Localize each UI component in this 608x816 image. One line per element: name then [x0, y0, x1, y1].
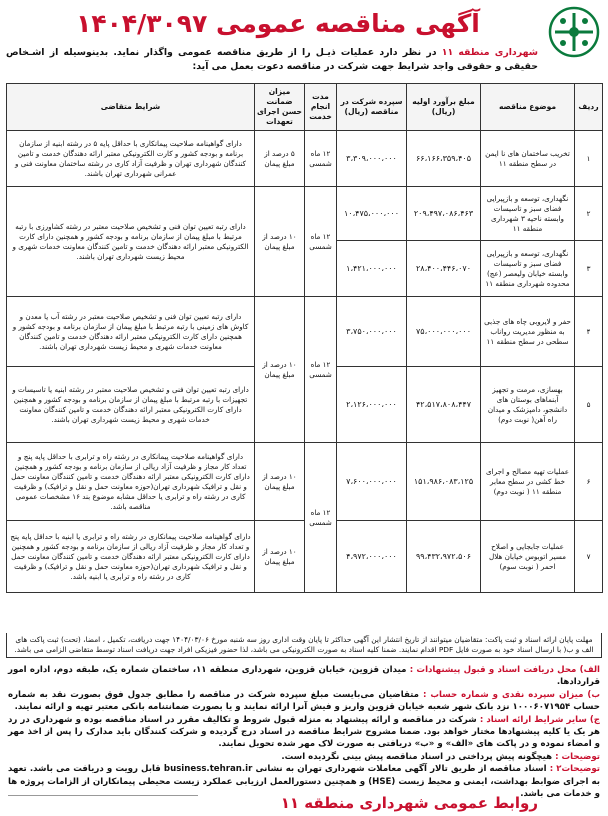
estimate-amount: ۹۹،۴۳۲،۹۷۲،۵۰۶	[407, 521, 481, 593]
estimate-amount: ۱۵۱،۹۸۶،۰۸۳،۱۲۵	[407, 443, 481, 521]
applicant-conditions: دارای گواهینامه صلاحیت پیمانکاری در رشته راه و ترابری یا ابنیه با حداقل پایه پنج و تعداد کار مجاز و ظرفیت آزاد ریالی از سازمان برنامه و بودجه کشور و همچنین دارای کارت الکترونیکی معتبر ارائه دهندگان خدمت و تامین کنندگان معاونت حمل و نقل و ترافیک شهرداری تهران(حوزه معاونت حمل و نقل و ترافیک) و ظرفیت کاری در رشته راه و ترابری یا ابنیه باشد.	[7, 521, 255, 593]
intro-paragraph	[6, 46, 538, 74]
applicant-conditions: دارای رتبه تعیین توان فنی و تشخیص صلاحیت معتبر در رشته ابنیه یا تاسیسات و تجهیزات با رتبه مرتبط با مبلغ پیمان از سازمان برنامه و بودجه کشور و همچنین دارای کارت الکترونیکی معتبر ارائه دهندگان خدمت و تامین کنندگان معاونت خدمات شهری و محیط زیست شهرداری تهران باشند.	[7, 367, 255, 443]
header-duration: مدت انجام خدمت	[305, 84, 337, 131]
estimate-amount: ۶۶،۱۶۶،۳۵۹،۴۰۵	[407, 131, 481, 187]
table-header-row	[7, 84, 603, 131]
estimate-amount: ۷۵،۰۰۰،۰۰۰،۰۰۰	[407, 297, 481, 367]
note-text: میدان قزوین، خیابان قزوین، شهرداری منطقه ۱۱، ساختمان شماره یک، طبقه دوم، اداره امور قراردادها.	[8, 665, 600, 688]
applicant-conditions: دارای رتبه تعیین توان فنی و تشخیص صلاحیت معتبر در رشته آب یا معدن و کاوش های زمینی با رتبه مرتبط با مبلغ پیمان از سازمان برنامه و بودجه کشور و همچنین دارای کارت الکترونیکی معتبر ارائه دهندگان خدمت و تامین کنندگان معاونت خدمات شهری و محیط زیست شهرداری تهران باشند.	[7, 297, 255, 367]
note-label: ب) میزان سپرده نقدی و شماره حساب :	[422, 689, 600, 700]
note-label: الف) محل دریافت اسناد و قبول پیشنهادات :	[409, 665, 600, 675]
row-number: ۷	[575, 521, 603, 593]
header-deposit: سپرده شرکت در مناقصه (ریال)	[337, 84, 407, 131]
intro-text: در نظر دارد عملیات ذیـل را از طریق مناقصه عمومی واگذار نماید. بدینوسیله از اشـخاص حقیقی و حقوقی واجد شرایط جهت شرکت در مناقصه دعوت بعمل می آید:	[6, 47, 538, 72]
organization-name: شهرداری منطقه ۱۱	[441, 47, 538, 58]
tender-table	[6, 83, 603, 593]
row-number: ۲	[575, 187, 603, 241]
table-row	[7, 187, 603, 241]
applicant-conditions: دارای گواهینامه صلاحیت پیمانکاری در رشته راه و ترابری با حداقل پایه پنج و تعداد کار مجاز و ظرفیت آزاد ریالی از سازمان برنامه و بودجه کشور و همچنین دارای کارت الکترونیکی معتبر ارائه دهندگان خدمت و تامین کنندگان معاونت حمل و نقل و ترافیک شهرداری تهران(حوزه معاونت حمل و نقل و ترافیک) و ظرفیت کاری در رشته راه و ترابری یا حداقل مشابه موضوع بند ۱۶ مشخصات عمومی مناقصه باشد.	[7, 443, 255, 521]
note-item	[8, 751, 600, 763]
header-conditions: شرایط متقاضی	[7, 84, 255, 131]
estimate-amount: ۲۸،۴۰۰،۴۴۶،۰۷۰	[407, 241, 481, 297]
header-subject: موضوع مناقصه	[481, 84, 575, 131]
tender-subject: حفر و لایروبی چاه های جذبی به منظور مدیریت رواناب سطحی در سطح منطقه ۱۱	[481, 297, 575, 367]
applicant-conditions: دارای رتبه تعیین توان فنی و تشخیص صلاحیت معتبر در رشته کشاورزی با رتبه مرتبط با مبلغ پیمان از سازمان برنامه و بودجه کشور و همچنین دارای کارت الکترونیکی معتبر ارائه دهندگان خدمت و تامین کنندگان معاونت خدمات شهری و محیط زیست شهرداری تهران باشند.	[7, 187, 255, 297]
note-label: توضیحات :	[555, 751, 600, 762]
deposit-amount: ۲،۱۲۶،۰۰۰،۰۰۰	[337, 367, 407, 443]
tehran-municipality-logo-icon	[546, 4, 602, 60]
tender-subject: بهسازی، مرمت و تجهیز آبنماهای بوستان های دانشجو، دامپزشک و میدان راه آهن( نوبت دوم)	[481, 367, 575, 443]
note-item	[8, 689, 600, 714]
notice-title: آگهی مناقصه عمومی ۱۴۰۴/۳۰۹۷	[76, 9, 480, 38]
performance-guarantee: ۱۰ درصد از مبلغ پیمان	[255, 297, 305, 443]
notes-section	[8, 664, 600, 800]
deposit-amount: ۱،۴۲۱،۰۰۰،۰۰۰	[337, 241, 407, 297]
performance-guarantee: ۵ درصد از مبلغ پیمان	[255, 131, 305, 187]
estimate-amount: ۴۲،۵۱۷،۸۰۸،۴۴۷	[407, 367, 481, 443]
service-duration: ۱۲ ماه شمسی	[305, 187, 337, 297]
tender-subject: نگهداری، توسعه و بازپیرایی فضای سبز و تاسیسات وابسته ناحیه ۳ شهرداری منطقه ۱۱	[481, 187, 575, 241]
row-number: ۵	[575, 367, 603, 443]
deposit-amount: ۴،۹۷۲،۰۰۰،۰۰۰	[337, 521, 407, 593]
table-row	[7, 443, 603, 521]
table-row	[7, 297, 603, 367]
performance-guarantee: ۱۰ درصد از مبلغ پیمان	[255, 443, 305, 521]
submission-deadline: مهلت پایان ارائه اسناد و ثبت پاکت: متقاضیان میتوانند از تاریخ انتشار این آگهی حداکثر تا پایان وقت اداری روز سه شنبه مورخ ۱۴۰۴/۰۳/۰۶ جهت دریافت، تکمیل ، امضا، (تحت) ثبت پاکت های الف و ب( با ارسال اسناد خود به صورت فایل PDF اقدام نمایند. ضمنا کلیه اسناد به صورت الکترونیکی می باشد، لذا حضور فیزیکی افراد جهت دریافت اسناد توسط متقاضی الزامی می باشد.	[6, 633, 602, 658]
service-duration: ۱۲ ماه شمسی	[305, 297, 337, 443]
performance-guarantee: ۱۰ درصد از مبلغ پیمان	[255, 187, 305, 297]
row-number: ۴	[575, 297, 603, 367]
service-duration: ۱۲ ماه شمسی	[305, 131, 337, 187]
table-row	[7, 131, 603, 187]
deposit-amount: ۳،۳۰۹،۰۰۰،۰۰۰	[337, 131, 407, 187]
performance-guarantee: ۱۰ درصد از مبلغ پیمان	[255, 521, 305, 593]
note-text: اسناد مناقصه از طریق تالار آگهی معاملات شهرداری تهران به نشانی business.tehran.ir قابل رویت و دریافت می باشد. تعهد به اجرای ضوابط بهداشت، ایمنی و محیط زیست (HSE) و همچنین دستورالعمل ارزیابی عملکرد زیست محیطی پیمانکاران از الزامات پروژه ها و خدمات می باشد.	[8, 764, 600, 800]
service-duration: ۱۲ ماه شمسی	[305, 443, 337, 593]
deposit-amount: ۳،۷۵۰،۰۰۰،۰۰۰	[337, 297, 407, 367]
tender-subject: عملیات جابجایی و اصلاح مسیر اتوبوس خیابان هلال احمر ( نوبت سوم)	[481, 521, 575, 593]
note-label: ج) سایر شرایط ارائه اسناد :	[479, 714, 600, 725]
header-guarantee: میزان ضمانت حسن اجرای تعهدات	[255, 84, 305, 131]
note-label: توضیحات۲ :	[549, 764, 600, 775]
note-item	[8, 714, 600, 751]
applicant-conditions: دارای گواهینامه صلاحیت پیمانکاری با حداقل پایه ۵ در رشته ابنیه از سازمان برنامه و بودجه کشور و کارت الکترونیکی معتبر ارائه دهندگان خدمت و تامین کنندگان شهرداری تهران و ظرفیت آزاد کاری در رشته ساختمان معاونت فنی و عمرانی شهرداری تهران باشند.	[7, 131, 255, 187]
deposit-amount: ۷،۶۰۰،۰۰۰،۰۰۰	[337, 443, 407, 521]
tender-subject: عملیات تهیه مصالح و اجرای خط کشی در سطح معابر منطقه ۱۱ ( نوبت دوم)	[481, 443, 575, 521]
estimate-amount: ۲۰۹،۴۹۷،۰۸۶،۴۶۳	[407, 187, 481, 241]
header-estimate: مبلغ برآورد اولیه (ریال)	[407, 84, 481, 131]
header-row-number: ردیف	[575, 84, 603, 131]
note-text: شرکت در مناقصه و ارائه پیشنهاد به منزله قبول شروط و تکالیف مقرر در اسناد مناقصه بوده و شهرداری در رد هر یک یا کلیه پیشنهادها مختار خواهد بود. ضمنا مشروح شرایط مناقصه در اسناد درج گردیده و شرکت کنندگان باید مدارک را پس از اخذ مهر و امضاء نموده و در پاکت های «الف» و «ب» دریافتی به صورت لاک مهر شده تحویل نمایند.	[8, 714, 600, 750]
tender-subject: تخریب ساختمان های نا ایمن در سطح منطقه ۱۱	[481, 131, 575, 187]
note-item	[8, 664, 600, 689]
tender-subject: نگهداری، توسعه و بازپیرایی فضای سبز و تاسیسات وابسته خیابان ولیعصر (عج) محدوده شهرداری منطقه ۱۱	[481, 241, 575, 297]
note-text: هیچگونه پیش پرداختی در اسناد مناقصه پیش بینی نگردیده است.	[281, 751, 556, 762]
deposit-amount: ۱۰،۴۷۵،۰۰۰،۰۰۰	[337, 187, 407, 241]
row-number: ۳	[575, 241, 603, 297]
row-number: ۱	[575, 131, 603, 187]
footer-divider	[8, 795, 198, 796]
row-number: ۶	[575, 443, 603, 521]
public-relations-signature: روابط عمومی شهرداری منطقه ۱۱	[280, 794, 538, 812]
note-text: متقاضیان می‌بایست مبلغ سپرده شرکت در مناقصه را مطابق جدول فوق بصورت نقد به شماره حساب ۱۰۰۰۶۰۷۱۹۵۴ نزد بانک شهر شعبه خیابان قزوین واریز و فیش آنرا ارائه نمایند و یا بصورت ضمانتنامه بانکی معتبر تهیه و ارائه نمایند.	[8, 689, 600, 713]
